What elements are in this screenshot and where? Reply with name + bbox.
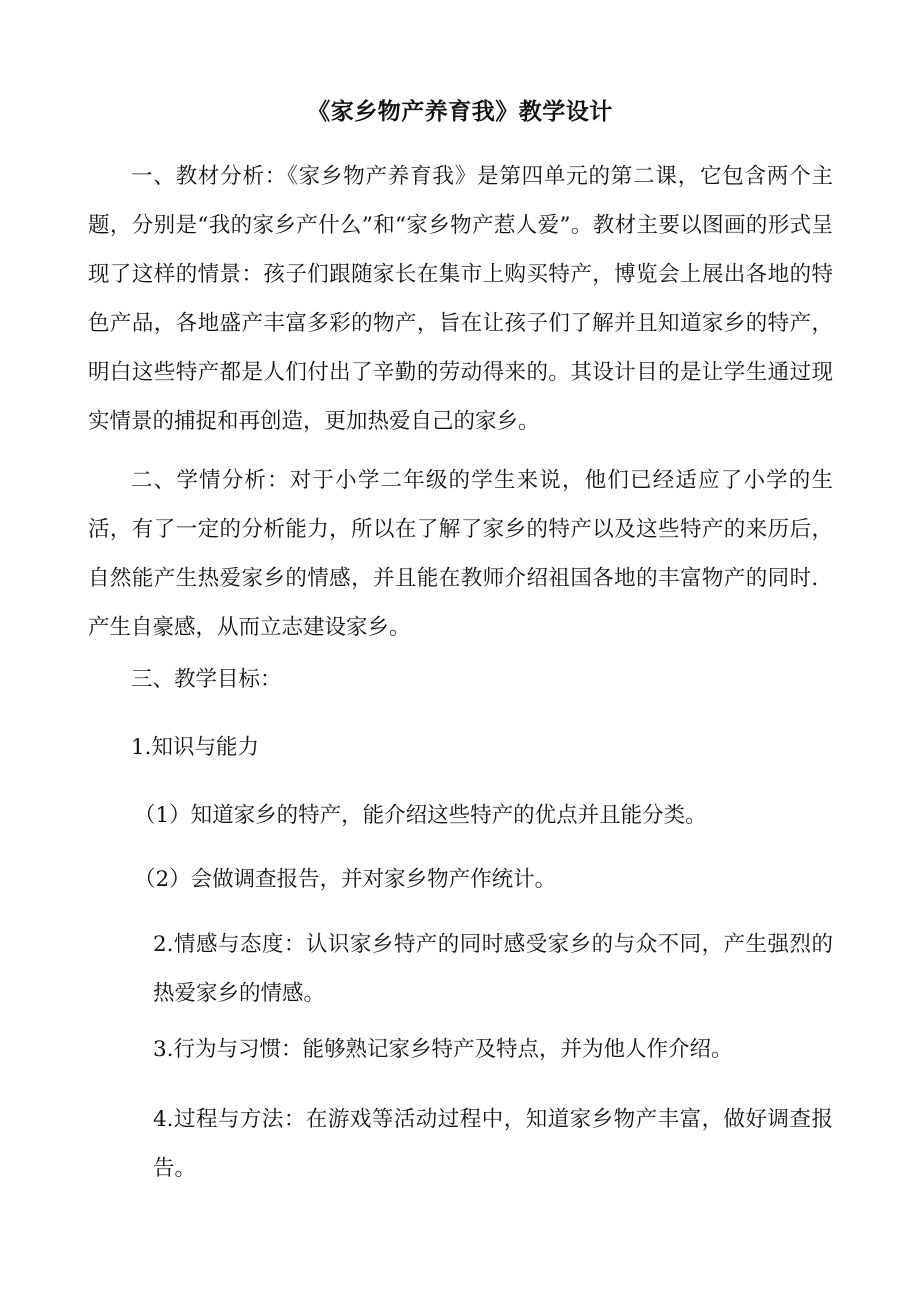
material-analysis-paragraph: 一、教材分析：《家乡物产养育我》是第四单元的第二课，它包含两个主题，分别是“我的家乡产什么”和“家乡物产惹人爱”。教材主要以图画的形式呈现了这样的情景：孩子们跟随家长在集市上购买特产，博览会上展出各地的特色产品，各地盛产丰富多彩的物产，旨在让孩子们了解并且知道家乡的特产，明白这些特产都是人们付出了辛勤的劳动得来的。其设计目的是让学生通过现实情景的捕捉和再创造，更加热爱自己的家乡。 xyxy=(88,164,833,434)
document-title: 《家乡物产养育我》教学设计 xyxy=(307,98,613,125)
learner-analysis-paragraph: 二、学情分析：对于小学二年级的学生来说，他们已经适应了小学的生活，有了一定的分析能力，所以在了解了家乡的特产以及这些特产的来历后，自然能产生热爱家乡的情感，并且能在教师介绍祖国各地的丰富物产的同时．产生自豪感，从而立志建设家乡。 xyxy=(88,468,833,640)
teaching-goals-heading: 三、教学目标： xyxy=(131,667,282,692)
knowledge-item-1: （1）知道家乡的特产，能介绍这些特产的优点并且能分类。 xyxy=(134,803,707,828)
knowledge-item-2: （2）会做调查报告，并对家乡物产作统计。 xyxy=(134,867,557,892)
process-method-goal: 4.过程与方法：在游戏等活动过程中，知道家乡物产丰富，做好调查报告。 xyxy=(153,1107,833,1181)
emotion-attitude-goal: 2.情感与态度：认识家乡特产的同时感受家乡的与众不同，产生强烈的热爱家乡的情感。 xyxy=(153,932,833,1006)
knowledge-ability-heading: 1.知识与能力 xyxy=(131,735,260,760)
behavior-habit-goal: 3.行为与习惯：能够熟记家乡特产及特点，并为他人作介绍。 xyxy=(153,1037,733,1062)
